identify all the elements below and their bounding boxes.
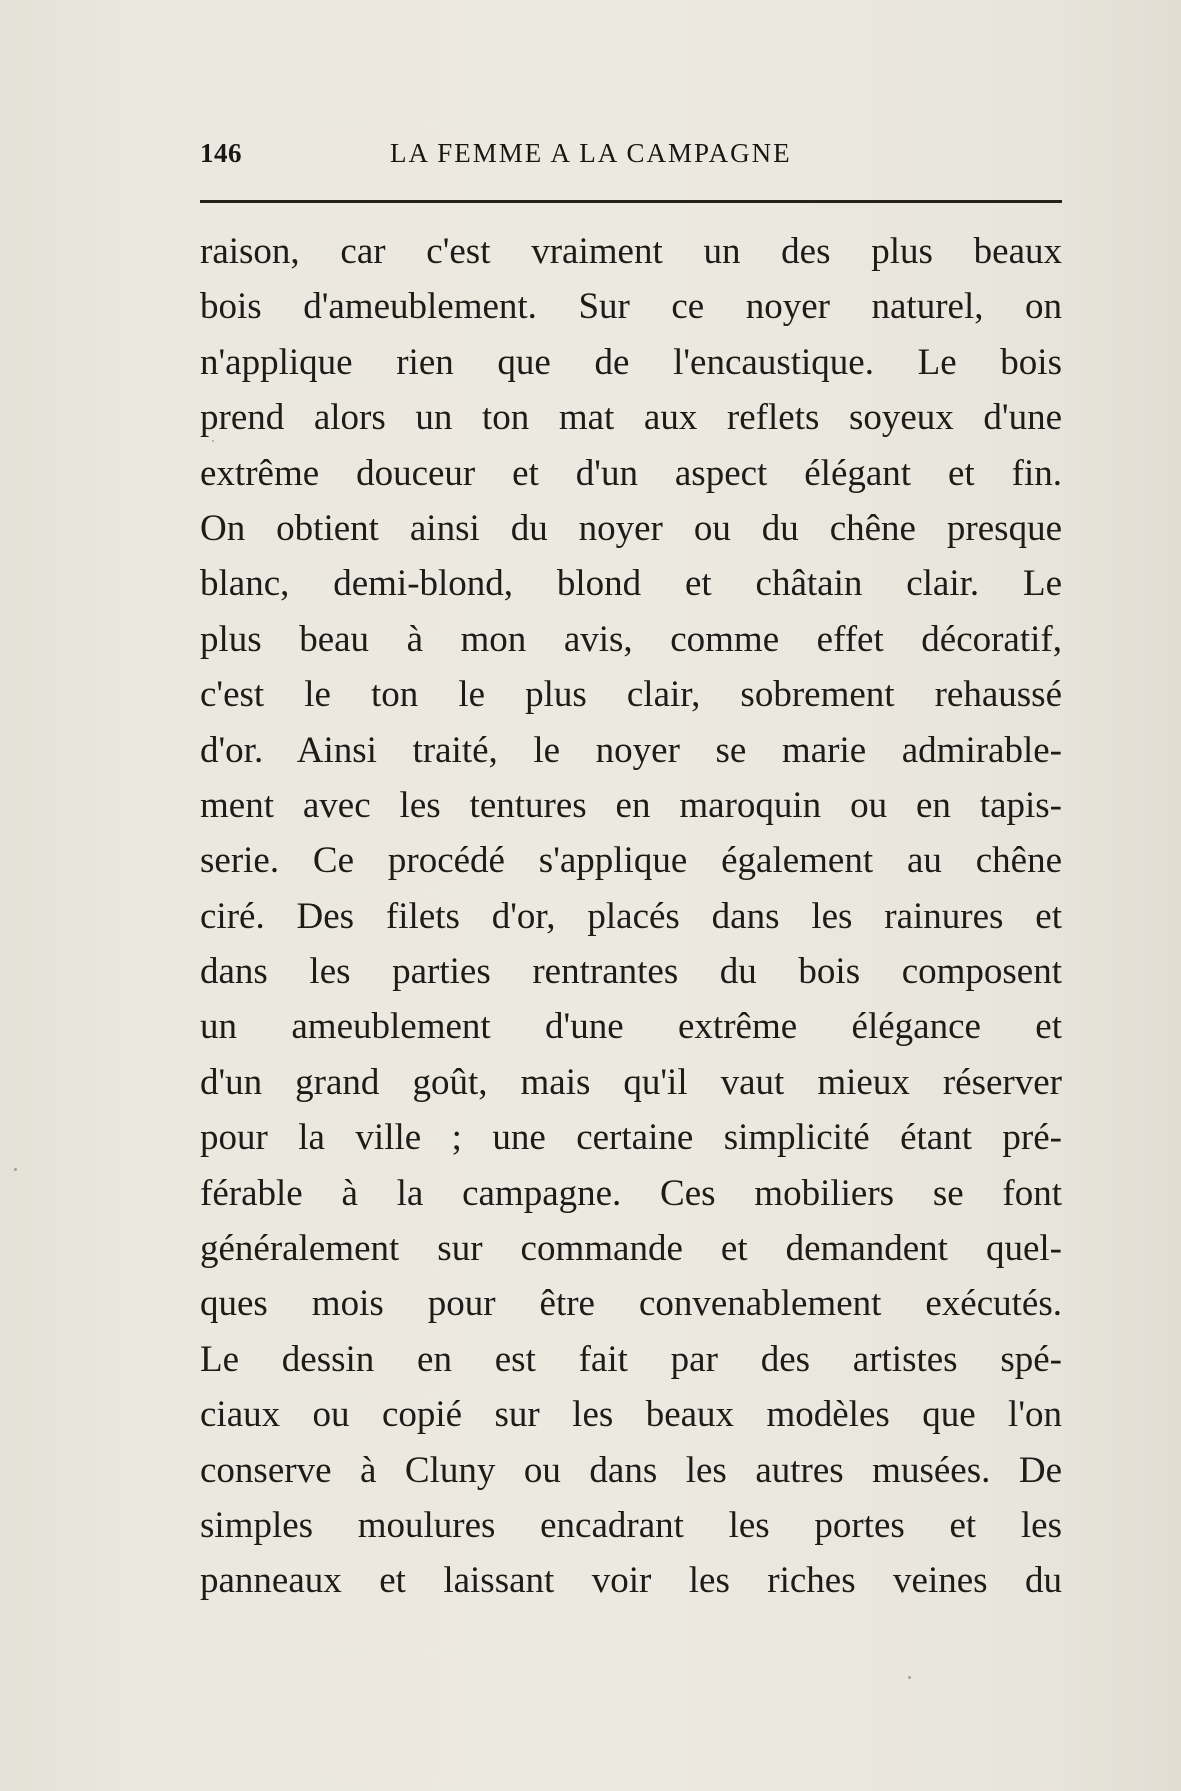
text-line: un ameublement d'une extrême élégance et — [200, 1006, 1062, 1048]
body-text — [200, 224, 1062, 1609]
running-title: LA FEMME A LA CAMPAGNE — [390, 138, 792, 168]
text-line: simples moulures encadrant les portes et les — [200, 1504, 1062, 1546]
text-line: On obtient ainsi du noyer ou du chêne presque — [200, 507, 1062, 549]
text-line: ciré. Des filets d'or, placés dans les rainures et — [200, 895, 1062, 937]
header-rule — [200, 200, 1062, 203]
page-number: 146 — [200, 138, 242, 168]
text-line: Le dessin en est fait par des artistes spé- — [200, 1338, 1062, 1380]
text-line: prend alors un ton mat aux reflets soyeux d'une — [200, 397, 1062, 439]
text-line: bois d'ameublement. Sur ce noyer naturel, on — [200, 286, 1062, 328]
text-line: c'est le ton le plus clair, sobrement rehaussé — [200, 674, 1062, 716]
text-line: raison, car c'est vraiment un des plus beaux — [200, 231, 1062, 272]
paper-speck — [908, 1676, 911, 1679]
text-line: férable à la campagne. Ces mobiliers se font — [200, 1172, 1062, 1214]
text-line: n'applique rien que de l'encaustique. Le bois — [200, 341, 1062, 383]
text-line: panneaux et laissant voir les riches veines du — [200, 1560, 1062, 1602]
text-line: ment avec les tentures en maroquin ou en tapis- — [200, 784, 1062, 826]
text-line: extrême douceur et d'un aspect élégant et fin. — [200, 452, 1062, 494]
text-line: dans les parties rentrantes du bois composent — [200, 951, 1062, 993]
paper-speck — [14, 1168, 17, 1171]
text-line: ciaux ou copié sur les beaux modèles que l'on — [200, 1394, 1062, 1436]
page-header — [200, 138, 1062, 178]
text-line: d'un grand goût, mais qu'il vaut mieux réserver — [200, 1061, 1062, 1103]
text-line: plus beau à mon avis, comme effet décoratif, — [200, 618, 1062, 660]
text-line: pour la ville ; une certaine simplicité étant pré- — [200, 1117, 1062, 1159]
text-line: d'or. Ainsi traité, le noyer se marie admirable- — [200, 729, 1062, 771]
text-line: conserve à Cluny ou dans les autres musées. De — [200, 1449, 1062, 1491]
text-line: serie. Ce procédé s'applique également au chêne — [200, 840, 1062, 882]
text-line: ques mois pour être convenablement exécutés. — [200, 1283, 1062, 1325]
paper-speck — [212, 440, 214, 442]
text-line: blanc, demi-blond, blond et châtain clair. Le — [200, 563, 1062, 605]
text-line: généralement sur commande et demandent quel- — [200, 1228, 1062, 1270]
